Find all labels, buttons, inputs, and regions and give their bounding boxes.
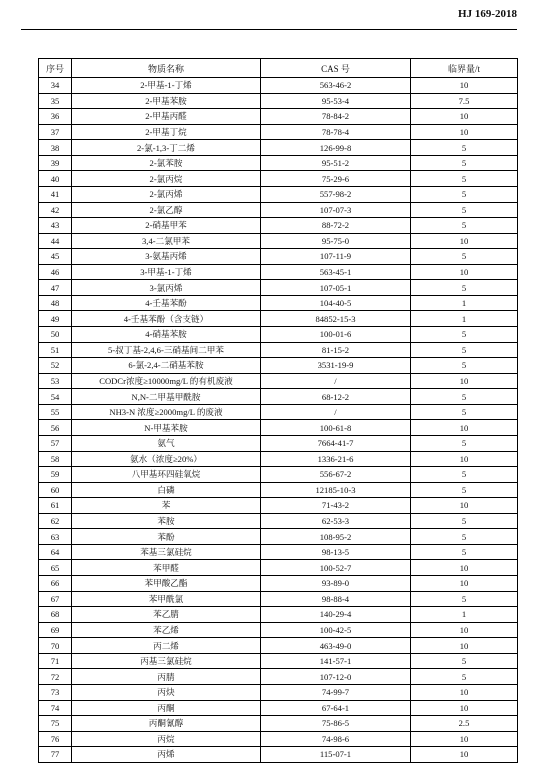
cell-cas-number: 100-52-7 [261,560,411,576]
cell-threshold: 5 [411,249,518,265]
cell-cas-number: 71-43-2 [261,498,411,514]
cell-index: 54 [39,389,72,405]
cell-threshold: 5 [411,218,518,234]
cell-index: 49 [39,311,72,327]
cell-cas-number: 3531-19-9 [261,358,411,374]
cell-cas-number: 100-42-5 [261,622,411,638]
cell-substance-name: 丙烯 [72,747,261,763]
cell-substance-name: 氨气 [72,435,261,451]
table-row [39,280,518,296]
cell-index: 61 [39,498,72,514]
cell-cas-number: 107-07-3 [261,202,411,218]
cell-index: 74 [39,700,72,716]
column-header-threshold: 临界量/t [411,59,518,78]
cell-substance-name: 丙酮 [72,700,261,716]
cell-cas-number: 126-99-8 [261,140,411,156]
cell-threshold: 10 [411,731,518,747]
cell-cas-number: / [261,404,411,420]
cell-substance-name: N,N-二甲基甲酰胺 [72,389,261,405]
table-row [39,529,518,545]
cell-index: 67 [39,591,72,607]
table-row [39,264,518,280]
cell-threshold: 5 [411,342,518,358]
cell-threshold: 5 [411,140,518,156]
cell-substance-name: 丙酮氰醇 [72,716,261,732]
cell-cas-number: 78-84-2 [261,109,411,125]
cell-threshold: 10 [411,622,518,638]
table-row [39,389,518,405]
cell-cas-number: 95-51-2 [261,155,411,171]
cell-cas-number: 463-49-0 [261,638,411,654]
cell-threshold: 10 [411,576,518,592]
cell-index: 72 [39,669,72,685]
cell-cas-number: 100-01-6 [261,327,411,343]
cell-substance-name: 2-甲基丙醛 [72,109,261,125]
cell-index: 69 [39,622,72,638]
table-row [39,327,518,343]
cell-threshold: 5 [411,591,518,607]
cell-threshold: 10 [411,747,518,763]
cell-threshold: 5 [411,202,518,218]
cell-index: 58 [39,451,72,467]
cell-index: 71 [39,653,72,669]
table-row [39,622,518,638]
table-row [39,451,518,467]
table-header-row [39,59,518,78]
cell-cas-number: 68-12-2 [261,389,411,405]
cell-threshold: 5 [411,389,518,405]
table-row [39,435,518,451]
table-row [39,249,518,265]
table-row [39,155,518,171]
cell-threshold: 5 [411,482,518,498]
cell-threshold: 10 [411,700,518,716]
cell-cas-number: 74-98-6 [261,731,411,747]
cell-index: 50 [39,327,72,343]
table-row [39,373,518,389]
table-row [39,295,518,311]
cell-index: 41 [39,186,72,202]
cell-index: 51 [39,342,72,358]
cell-substance-name: 丙炔 [72,684,261,700]
table-row [39,358,518,374]
cell-threshold: 5 [411,669,518,685]
cell-substance-name: 苯基三氯硅烷 [72,544,261,560]
cell-index: 56 [39,420,72,436]
cell-cas-number: 107-11-9 [261,249,411,265]
cell-threshold: 1 [411,295,518,311]
cell-threshold: 10 [411,373,518,389]
cell-substance-name: 2-甲基丁烷 [72,124,261,140]
cell-substance-name: 4-硝基苯胺 [72,327,261,343]
cell-substance-name: 2-氯-1,3-丁二烯 [72,140,261,156]
cell-substance-name: 2-硝基甲苯 [72,218,261,234]
table-row [39,607,518,623]
cell-cas-number: 12185-10-3 [261,482,411,498]
cell-substance-name: 2-甲基-1-丁烯 [72,78,261,94]
cell-threshold: 10 [411,451,518,467]
cell-substance-name: 苯乙腈 [72,607,261,623]
cell-index: 48 [39,295,72,311]
cell-cas-number: 75-86-5 [261,716,411,732]
cell-cas-number: 115-07-1 [261,747,411,763]
cell-index: 63 [39,529,72,545]
table-row [39,700,518,716]
cell-cas-number: 104-40-5 [261,295,411,311]
cell-threshold: 5 [411,327,518,343]
cell-threshold: 5 [411,653,518,669]
cell-threshold: 1 [411,311,518,327]
cell-substance-name: 丙基三氯硅烷 [72,653,261,669]
cell-substance-name: 2-氯丙烷 [72,171,261,187]
table-row [39,576,518,592]
cell-substance-name: 白磷 [72,482,261,498]
cell-cas-number: / [261,373,411,389]
table-row [39,591,518,607]
cell-index: 42 [39,202,72,218]
cell-index: 44 [39,233,72,249]
cell-cas-number: 100-61-8 [261,420,411,436]
cell-cas-number: 62-53-3 [261,513,411,529]
cell-cas-number: 75-29-6 [261,171,411,187]
cell-threshold: 1 [411,607,518,623]
cell-index: 75 [39,716,72,732]
cell-index: 62 [39,513,72,529]
cell-substance-name: 3-氯丙烯 [72,280,261,296]
table-row [39,669,518,685]
cell-substance-name: 3-甲基-1-丁烯 [72,264,261,280]
cell-cas-number: 140-29-4 [261,607,411,623]
cell-substance-name: 丙二烯 [72,638,261,654]
cell-substance-name: NH3-N 浓度≥2000mg/L 的废液 [72,404,261,420]
cell-cas-number: 78-78-4 [261,124,411,140]
cell-substance-name: 4-壬基苯酚（含支链） [72,311,261,327]
cell-cas-number: 88-72-2 [261,218,411,234]
cell-substance-name: 5-叔丁基-2,4,6-三硝基间二甲苯 [72,342,261,358]
cell-substance-name: 2-氯苯胺 [72,155,261,171]
cell-substance-name: 八甲基环四硅氧烷 [72,467,261,483]
cell-index: 53 [39,373,72,389]
cell-threshold: 10 [411,264,518,280]
table-row [39,186,518,202]
cell-threshold: 10 [411,233,518,249]
table-body [39,78,518,763]
column-header-name: 物质名称 [72,59,261,78]
cell-substance-name: 3-氨基丙烯 [72,249,261,265]
cell-threshold: 5 [411,467,518,483]
cell-cas-number: 107-12-0 [261,669,411,685]
cell-cas-number: 7664-41-7 [261,435,411,451]
cell-threshold: 5 [411,155,518,171]
cell-threshold: 5 [411,171,518,187]
cell-index: 34 [39,78,72,94]
cell-threshold: 2.5 [411,716,518,732]
cell-index: 59 [39,467,72,483]
cell-cas-number: 563-45-1 [261,264,411,280]
cell-substance-name: 2-氯丙烯 [72,186,261,202]
cell-index: 66 [39,576,72,592]
cell-index: 45 [39,249,72,265]
cell-substance-name: 苯胺 [72,513,261,529]
table-row [39,420,518,436]
cell-index: 36 [39,109,72,125]
cell-threshold: 10 [411,638,518,654]
cell-cas-number: 563-46-2 [261,78,411,94]
cell-substance-name: 2-甲基苯胺 [72,93,261,109]
cell-substance-name: 苯 [72,498,261,514]
table-row [39,202,518,218]
cell-cas-number: 95-53-4 [261,93,411,109]
table-row [39,653,518,669]
cell-index: 57 [39,435,72,451]
cell-threshold: 7.5 [411,93,518,109]
cell-substance-name: 苯甲酰氯 [72,591,261,607]
cell-index: 52 [39,358,72,374]
cell-cas-number: 107-05-1 [261,280,411,296]
table-row [39,684,518,700]
table-row [39,124,518,140]
header-rule [21,29,517,30]
cell-threshold: 10 [411,109,518,125]
table-row [39,513,518,529]
table-row [39,544,518,560]
cell-index: 35 [39,93,72,109]
table-row [39,140,518,156]
cell-threshold: 10 [411,420,518,436]
cell-index: 43 [39,218,72,234]
cell-threshold: 10 [411,560,518,576]
table-row [39,93,518,109]
cell-index: 68 [39,607,72,623]
table-row [39,109,518,125]
cell-index: 64 [39,544,72,560]
cell-substance-name: N-甲基苯胺 [72,420,261,436]
table-row [39,467,518,483]
cell-index: 77 [39,747,72,763]
cell-threshold: 10 [411,124,518,140]
cell-cas-number: 1336-21-6 [261,451,411,467]
cell-threshold: 5 [411,435,518,451]
cell-substance-name: CODCr浓度≥10000mg/L 的有机废液 [72,373,261,389]
cell-threshold: 5 [411,280,518,296]
table-row [39,404,518,420]
cell-index: 70 [39,638,72,654]
cell-index: 47 [39,280,72,296]
cell-threshold: 10 [411,78,518,94]
cell-substance-name: 丙烷 [72,731,261,747]
cell-index: 55 [39,404,72,420]
cell-substance-name: 4-壬基苯酚 [72,295,261,311]
table-row [39,171,518,187]
cell-cas-number: 81-15-2 [261,342,411,358]
table-row [39,560,518,576]
document-code: HJ 169-2018 [458,8,517,20]
table-row [39,78,518,94]
cell-cas-number: 67-64-1 [261,700,411,716]
cell-substance-name: 苯甲醛 [72,560,261,576]
table-row [39,311,518,327]
cell-threshold: 5 [411,186,518,202]
substance-table [38,58,518,763]
column-header-cas: CAS 号 [261,59,411,78]
cell-substance-name: 氨水（浓度≥20%） [72,451,261,467]
cell-substance-name: 6-氯-2,4-二硝基苯胺 [72,358,261,374]
cell-index: 38 [39,140,72,156]
table-row [39,638,518,654]
cell-index: 37 [39,124,72,140]
cell-threshold: 5 [411,404,518,420]
cell-substance-name: 苯酚 [72,529,261,545]
cell-index: 65 [39,560,72,576]
cell-substance-name: 苯乙烯 [72,622,261,638]
cell-index: 76 [39,731,72,747]
cell-cas-number: 93-89-0 [261,576,411,592]
cell-index: 39 [39,155,72,171]
cell-threshold: 5 [411,529,518,545]
cell-index: 46 [39,264,72,280]
table-row [39,342,518,358]
table-row [39,498,518,514]
cell-cas-number: 84852-15-3 [261,311,411,327]
cell-threshold: 5 [411,544,518,560]
cell-substance-name: 3,4-二氯甲苯 [72,233,261,249]
cell-cas-number: 98-88-4 [261,591,411,607]
cell-cas-number: 556-67-2 [261,467,411,483]
cell-cas-number: 98-13-5 [261,544,411,560]
cell-index: 60 [39,482,72,498]
table-row [39,218,518,234]
table-row [39,233,518,249]
cell-threshold: 10 [411,498,518,514]
cell-index: 40 [39,171,72,187]
table-row [39,716,518,732]
cell-threshold: 10 [411,684,518,700]
cell-substance-name: 丙腈 [72,669,261,685]
cell-index: 73 [39,684,72,700]
cell-cas-number: 557-98-2 [261,186,411,202]
table-row [39,482,518,498]
column-header-index: 序号 [39,59,72,78]
cell-cas-number: 74-99-7 [261,684,411,700]
cell-threshold: 5 [411,513,518,529]
cell-threshold: 5 [411,358,518,374]
table-row [39,747,518,763]
cell-cas-number: 95-75-0 [261,233,411,249]
cell-substance-name: 2-氯乙醇 [72,202,261,218]
cell-substance-name: 苯甲酸乙酯 [72,576,261,592]
table-row [39,731,518,747]
cell-cas-number: 141-57-1 [261,653,411,669]
cell-cas-number: 108-95-2 [261,529,411,545]
